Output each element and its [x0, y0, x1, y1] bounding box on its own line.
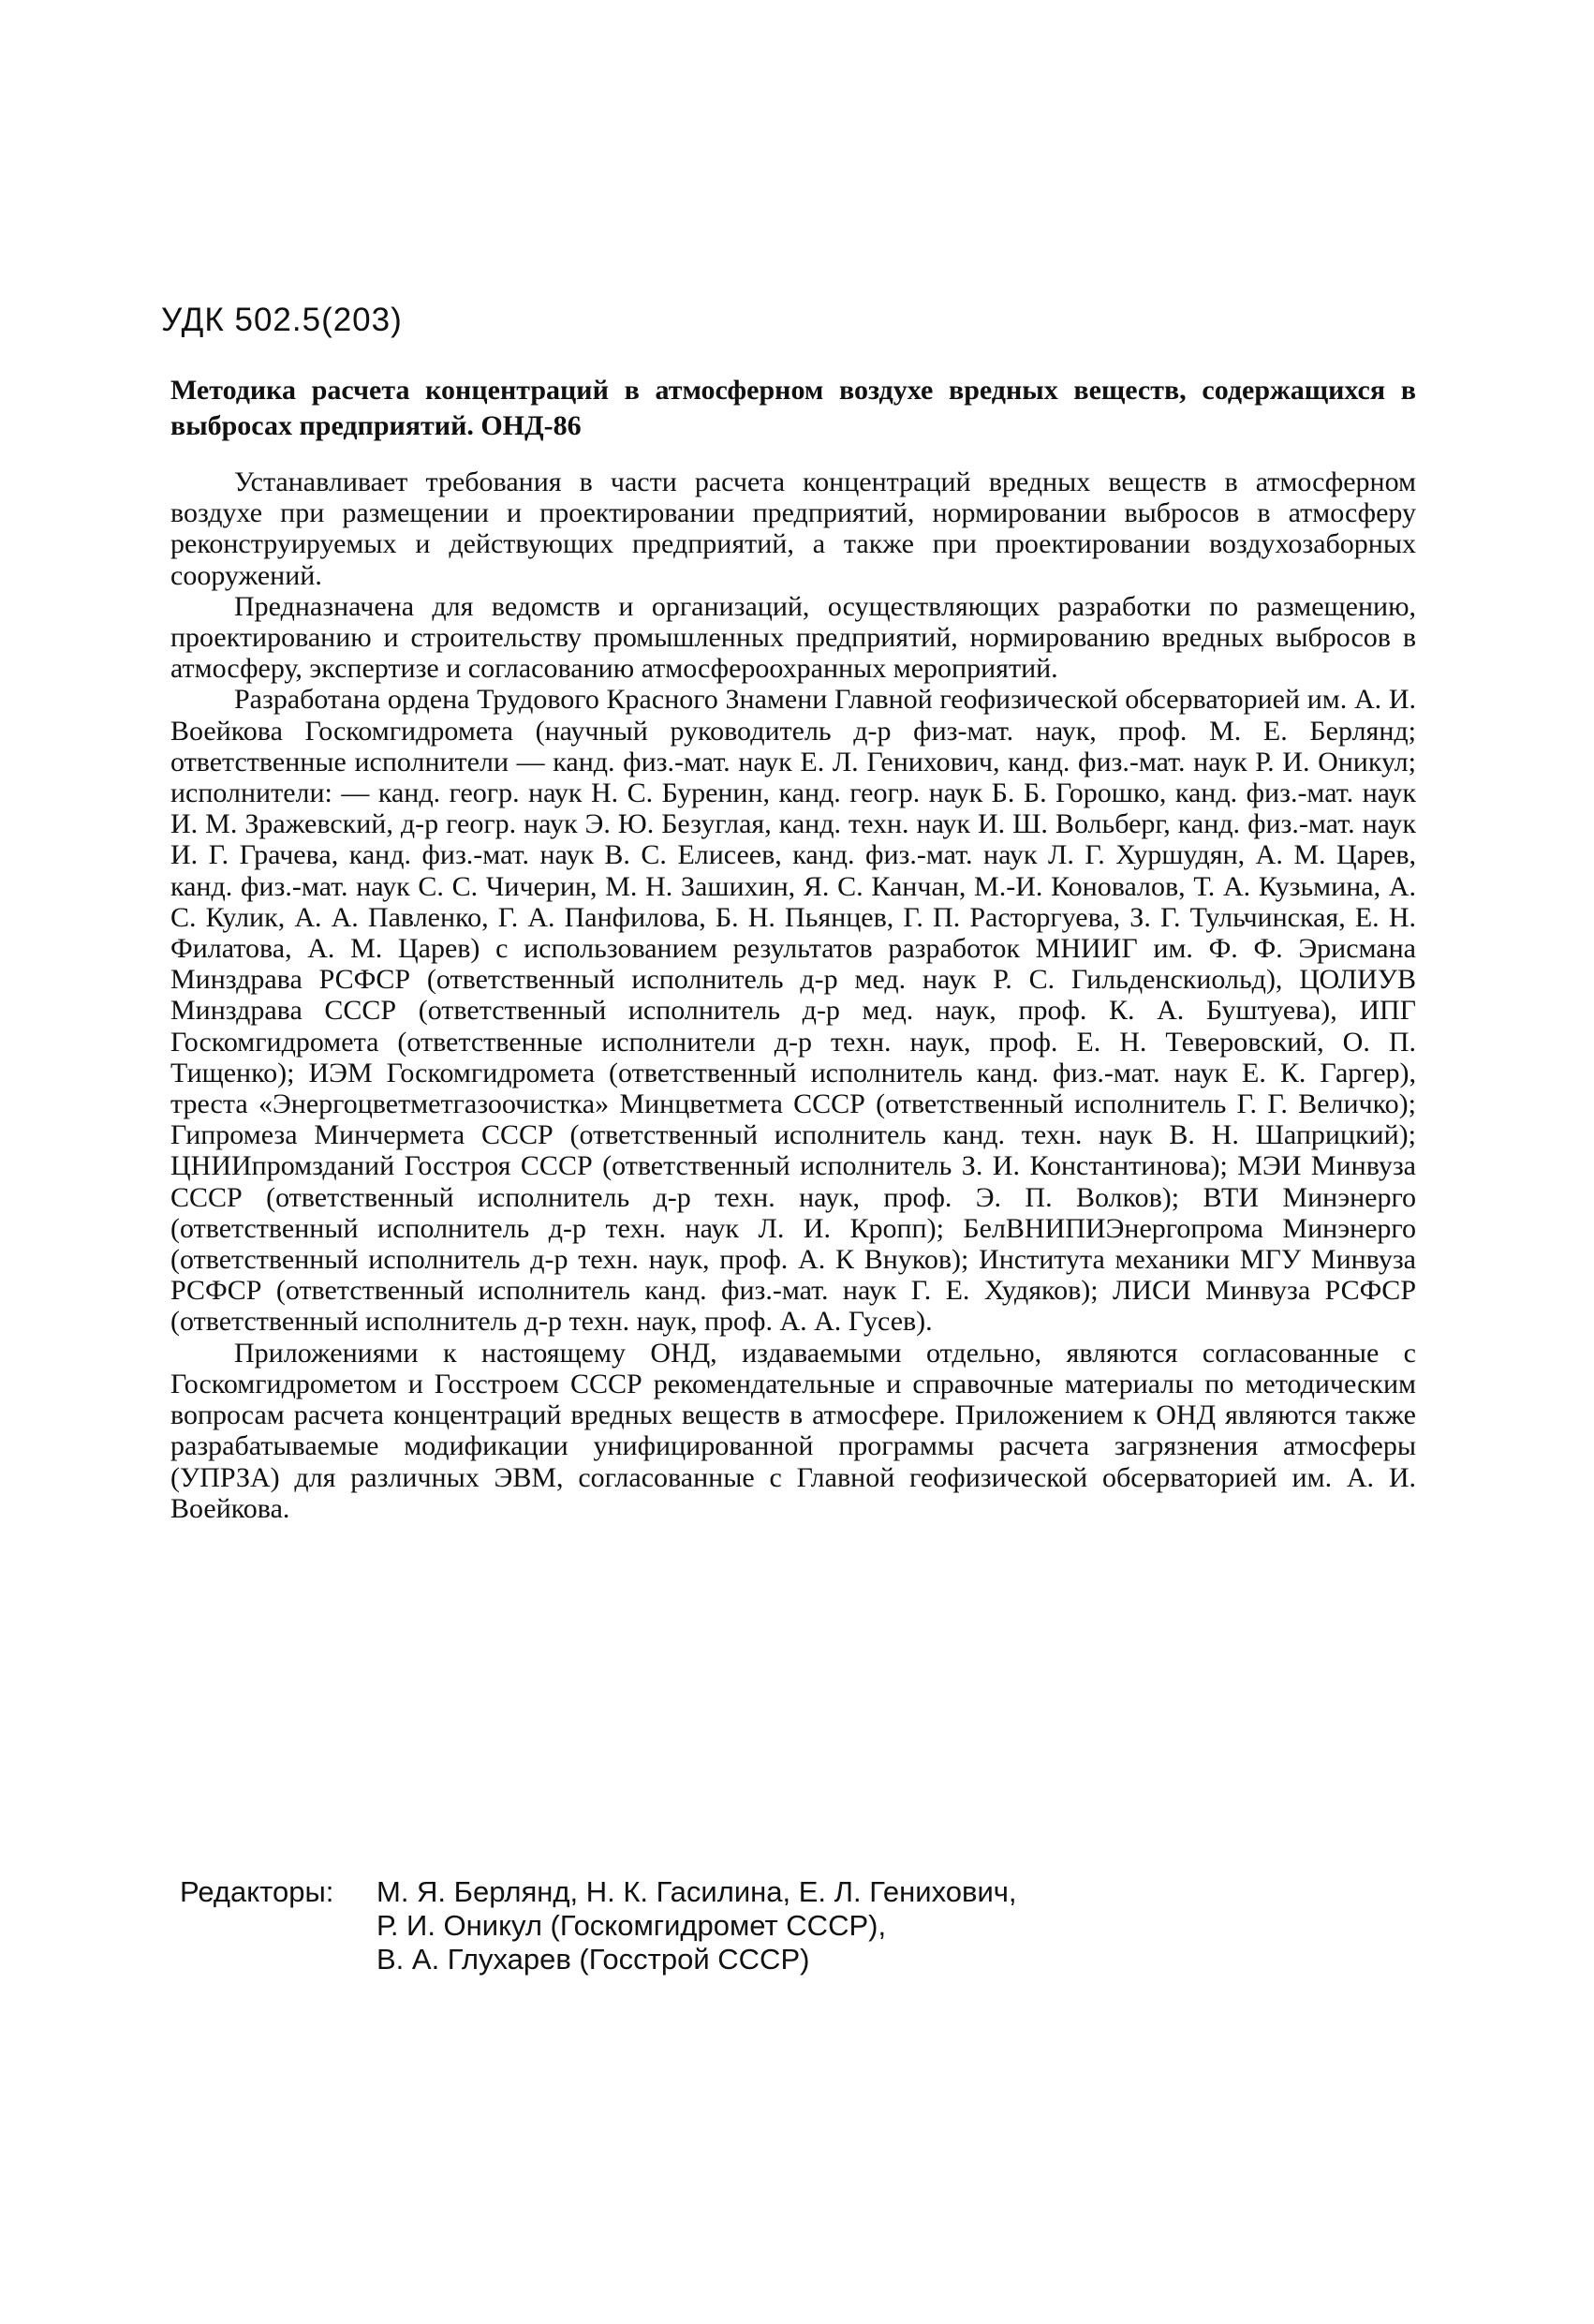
document-title: Методика расчета концентраций в атмосферном воздухе вредных веществ, содержащихся в выбросах предприятий. ОНД-86	[170, 375, 1416, 441]
document-body	[170, 466, 1416, 1524]
paragraph-appendices: Приложениями к настоящему ОНД, издаваемыми отдельно, являются согласованные с Госкомгидрометом и Госстроем СССР рекомендательные и справочные материалы по методическим вопросам расчета концентраций вредных веществ в атмосфере. Приложением к ОНД являются также разрабатываемые модификации унифицированной программы расчета загрязнения атмосферы (УПРЗА) для различных ЭВМ, согласованные с Главной геофизической обсерваторией им. А. И. Воейкова.	[170, 1337, 1416, 1524]
paragraph-authors: Разработана ордена Трудового Красного Знамени Главной геофизической обсерваторией им. А. И. Воейкова Госкомгидромета (научный руководитель д-р физ-мат. наук, проф. М. Е. Берлянд; ответственные исполнители — канд. физ.-мат. наук Е. Л. Генихович, канд. физ.-мат. наук Р. И. Оникул; исполнители: — канд. геогр. наук Н. С. Буренин, канд. геогр. наук Б. Б. Горошко, канд. физ.-мат. наук И. М. Зражевский, д-р геогр. наук Э. Ю. Безуглая, канд. техн. наук И. Ш. Вольберг, канд. физ.-мат. наук И. Г. Грачева, канд. физ.-мат. наук В. С. Елисеев, канд. физ.-мат. наук Л. Г. Хуршудян, А. М. Царев, канд. физ.-мат. наук С. С. Чичерин, М. Н. Зашихин, Я. С. Канчан, М.-И. Коновалов, Т. А. Кузьмина, А. С. Кулик, А. А. Павленко, Г. А. Панфилова, Б. Н. Пьянцев, Г. П. Расторгуева, З. Г. Тульчинская, Е. Н. Филатова, А. М. Царев) с использованием результатов разработок МНИИГ им. Ф. Ф. Эрисмана Минздрава РСФСР (ответственный исполнитель д-р мед. наук Р. С. Гильденскиольд), ЦОЛИУВ Минздрава СССР (ответственный исполнитель д-р мед. наук, проф. К. А. Буштуева), ИПГ Госкомгидромета (ответственные исполнители д-р техн. наук, проф. Е. Н. Теверовский, О. П. Тищенко); ИЭМ Госкомгидромета (ответственный исполнитель канд. физ.-мат. наук Е. К. Гаргер), треста «Энергоцветметгазоочистка» Минцветмета СССР (ответственный исполнитель Г. Г. Величко); Гипромеза Минчермета СССР (ответственный исполнитель канд. техн. наук В. Н. Шаприцкий); ЦНИИпромзданий Госстроя СССР (ответственный исполнитель З. И. Константинова); МЭИ Минвуза СССР (ответственный исполнитель д-р техн. наук, проф. Э. П. Волков); ВТИ Минэнерго (ответственный исполнитель д-р техн. наук Л. И. Кропп); БелВНИПИЭнергопрома Минэнерго (ответственный исполнитель д-р техн. наук, проф. А. К Внуков); Института механики МГУ Минвуза РСФСР (ответственный исполнитель канд. физ.-мат. наук Г. Е. Худяков); ЛИСИ Минвуза РСФСР (ответственный исполнитель д-р техн. наук, проф. А. А. Гусев).	[170, 684, 1416, 1338]
paragraph-purpose: Предназначена для ведомств и организаций, осуществляющих разработки по размещению, проектированию и строительству промышленных предприятий, нормированию вредных выбросов в атмосферу, экспертизе и согласованию атмосфероохранных мероприятий.	[170, 590, 1416, 685]
udk-code: УДК 502.5(203)	[161, 302, 403, 338]
editor-line: Р. И. Оникул (Госкомгидромет СССР),	[376, 1909, 887, 1942]
editors-block	[180, 1875, 1416, 1976]
paragraph-scope: Устанавливает требования в части расчета концентраций вредных веществ в атмосферном воздухе при размещении и проектировании предприятий, нормировании выбросов в атмосферу реконструируемых и действующих предприятий, а также при проектировании воздухозаборных сооружений.	[170, 466, 1416, 591]
editors-label: Редакторы:	[180, 1875, 334, 1908]
editors-list	[376, 1875, 1416, 1976]
editor-line: М. Я. Берлянд, Н. К. Гасилина, Е. Л. Генихович,	[376, 1875, 1017, 1908]
editor-line: В. А. Глухарев (Госстрой СССР)	[376, 1943, 810, 1976]
